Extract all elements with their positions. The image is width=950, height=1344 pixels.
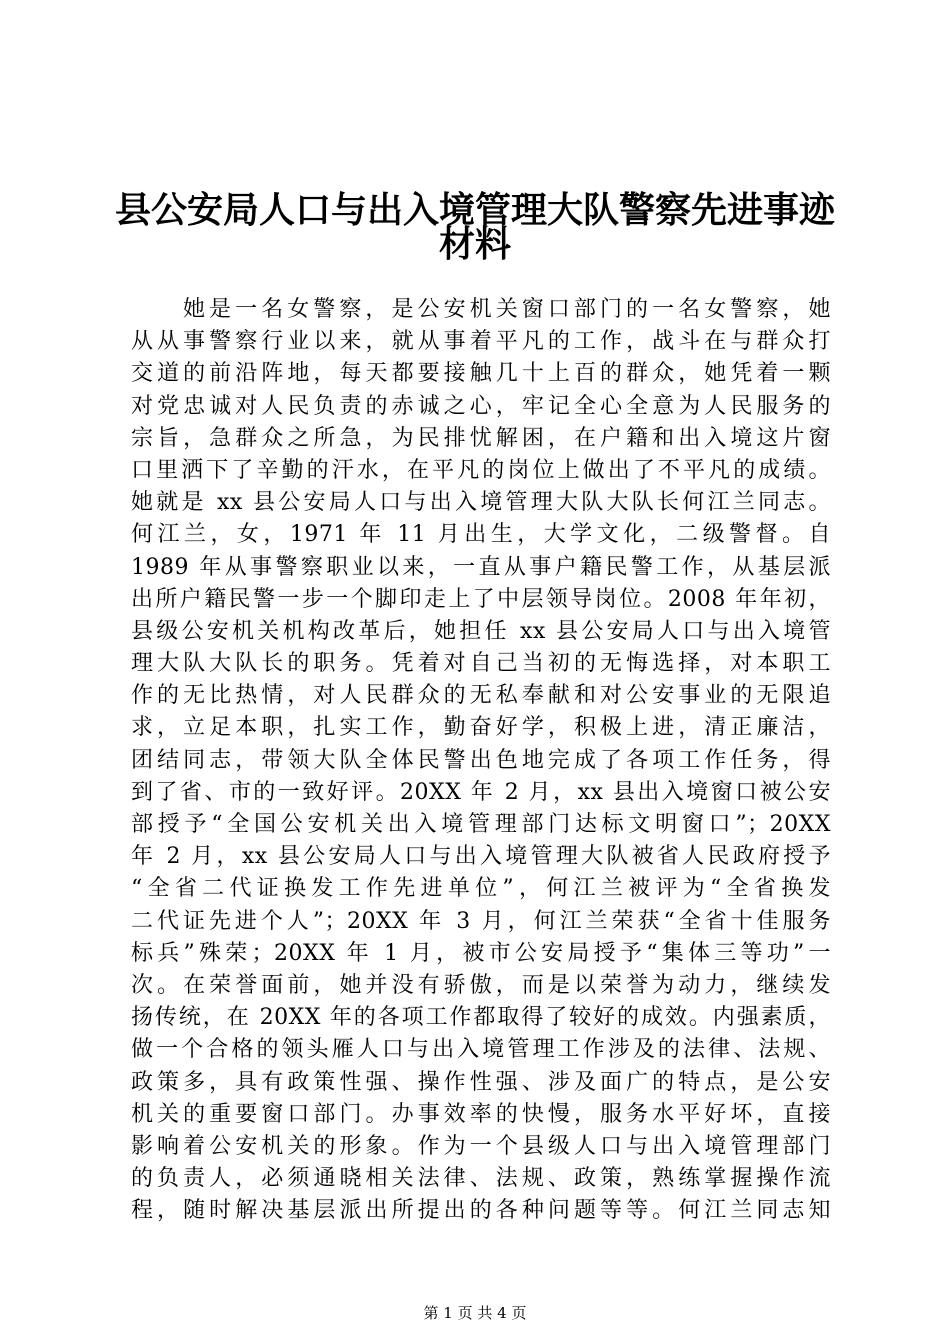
body-line: 机关的重要窗口部门。办事效率的快慢，服务水平好坏，直接 [131,1101,831,1127]
body-line: 出所户籍民警一步一个脚印走上了中层领导岗位。2008 年年初， [131,586,831,612]
body-line: 的负责人，必须通晓相关法律、法规、政策，熟练掌握操作流 [131,1166,831,1192]
body-line: 求，立足本职，扎实工作，勤奋好学，积极上进，清正廉洁， [131,715,831,741]
body-line: 程，随时解决基层派出所提出的各种问题等等。何江兰同志知 [131,1198,831,1224]
body-line: 政策多，具有政策性强、操作性强、涉及面广的特点，是公安 [131,1069,831,1095]
body-line: 县级公安机关机构改革后，她担任 xx 县公安局人口与出入境管 [131,618,831,644]
body-line: 从从事警察行业以来，就从事着平凡的工作，战斗在与群众打 [131,329,831,355]
body-line: 做一个合格的领头雁人口与出入境管理工作涉及的法律、法规、 [131,1037,831,1063]
body-line: 她就是 xx 县公安局人口与出入境管理大队大队长何江兰同志。 [131,490,831,516]
document-title-line-1: 县公安局人口与出入境管理大队警察先进事迹 [114,189,835,231]
body-line: 到了省、市的一致好评。20XX 年 2 月，xx 县出入境窗口被公安 [131,779,831,805]
body-line: 对党忠诚对人民负责的赤诚之心，牢记全心全意为人民服务的 [131,393,831,419]
body-line: 扬传统，在 20XX 年的各项工作都取得了较好的成效。内强素质， [131,1005,831,1031]
body-line: 交道的前沿阵地，每天都要接触几十上百的群众，她凭着一颗 [131,361,831,387]
body-line: 次。在荣誉面前，她并没有骄傲，而是以荣誉为动力，继续发 [131,972,831,998]
body-line: 部授予“全国公安机关出入境管理部门达标文明窗口”；20XX [131,812,831,837]
document-body [131,294,831,1227]
body-line: 标兵”殊荣；20XX 年 1 月，被市公安局授予“集体三等功”一 [131,940,831,966]
body-line: “全省二代证换发工作先进单位”，何江兰被评为“全省换发 [131,876,831,902]
body-line: 作的无比热情，对人民群众的无私奉献和对公安事业的无限追 [131,683,831,709]
document-title-line-2: 材料 [438,223,511,265]
body-line: 影响着公安机关的形象。作为一个县级人口与出入境管理部门 [131,1133,831,1159]
body-line: 二代证先进个人”；20XX 年 3 月，何江兰荣获“全省十佳服务 [131,908,831,934]
body-line: 何江兰，女，1971 年 11 月出生，大学文化，二级警督。自 [131,522,831,548]
body-line: 年 2 月，xx 县公安局人口与出入境管理大队被省人民政府授予 [131,844,831,870]
body-line: 宗旨，急群众之所急，为民排忧解困，在户籍和出入境这片窗 [131,425,831,451]
body-line: 她是一名女警察，是公安机关窗口部门的一名女警察，她 [183,297,831,322]
body-line: 理大队大队长的职务。凭着对自己当初的无悔选择，对本职工 [131,651,831,677]
page-number-footer: 第 1 页 共 4 页 [423,1304,527,1322]
body-line: 团结同志，带领大队全体民警出色地完成了各项工作任务，得 [131,747,831,773]
body-line: 1989 年从事警察职业以来，一直从事户籍民警工作，从基层派 [131,554,831,580]
body-line: 口里洒下了辛勤的汗水，在平凡的岗位上做出了不平凡的成绩。 [131,457,831,483]
